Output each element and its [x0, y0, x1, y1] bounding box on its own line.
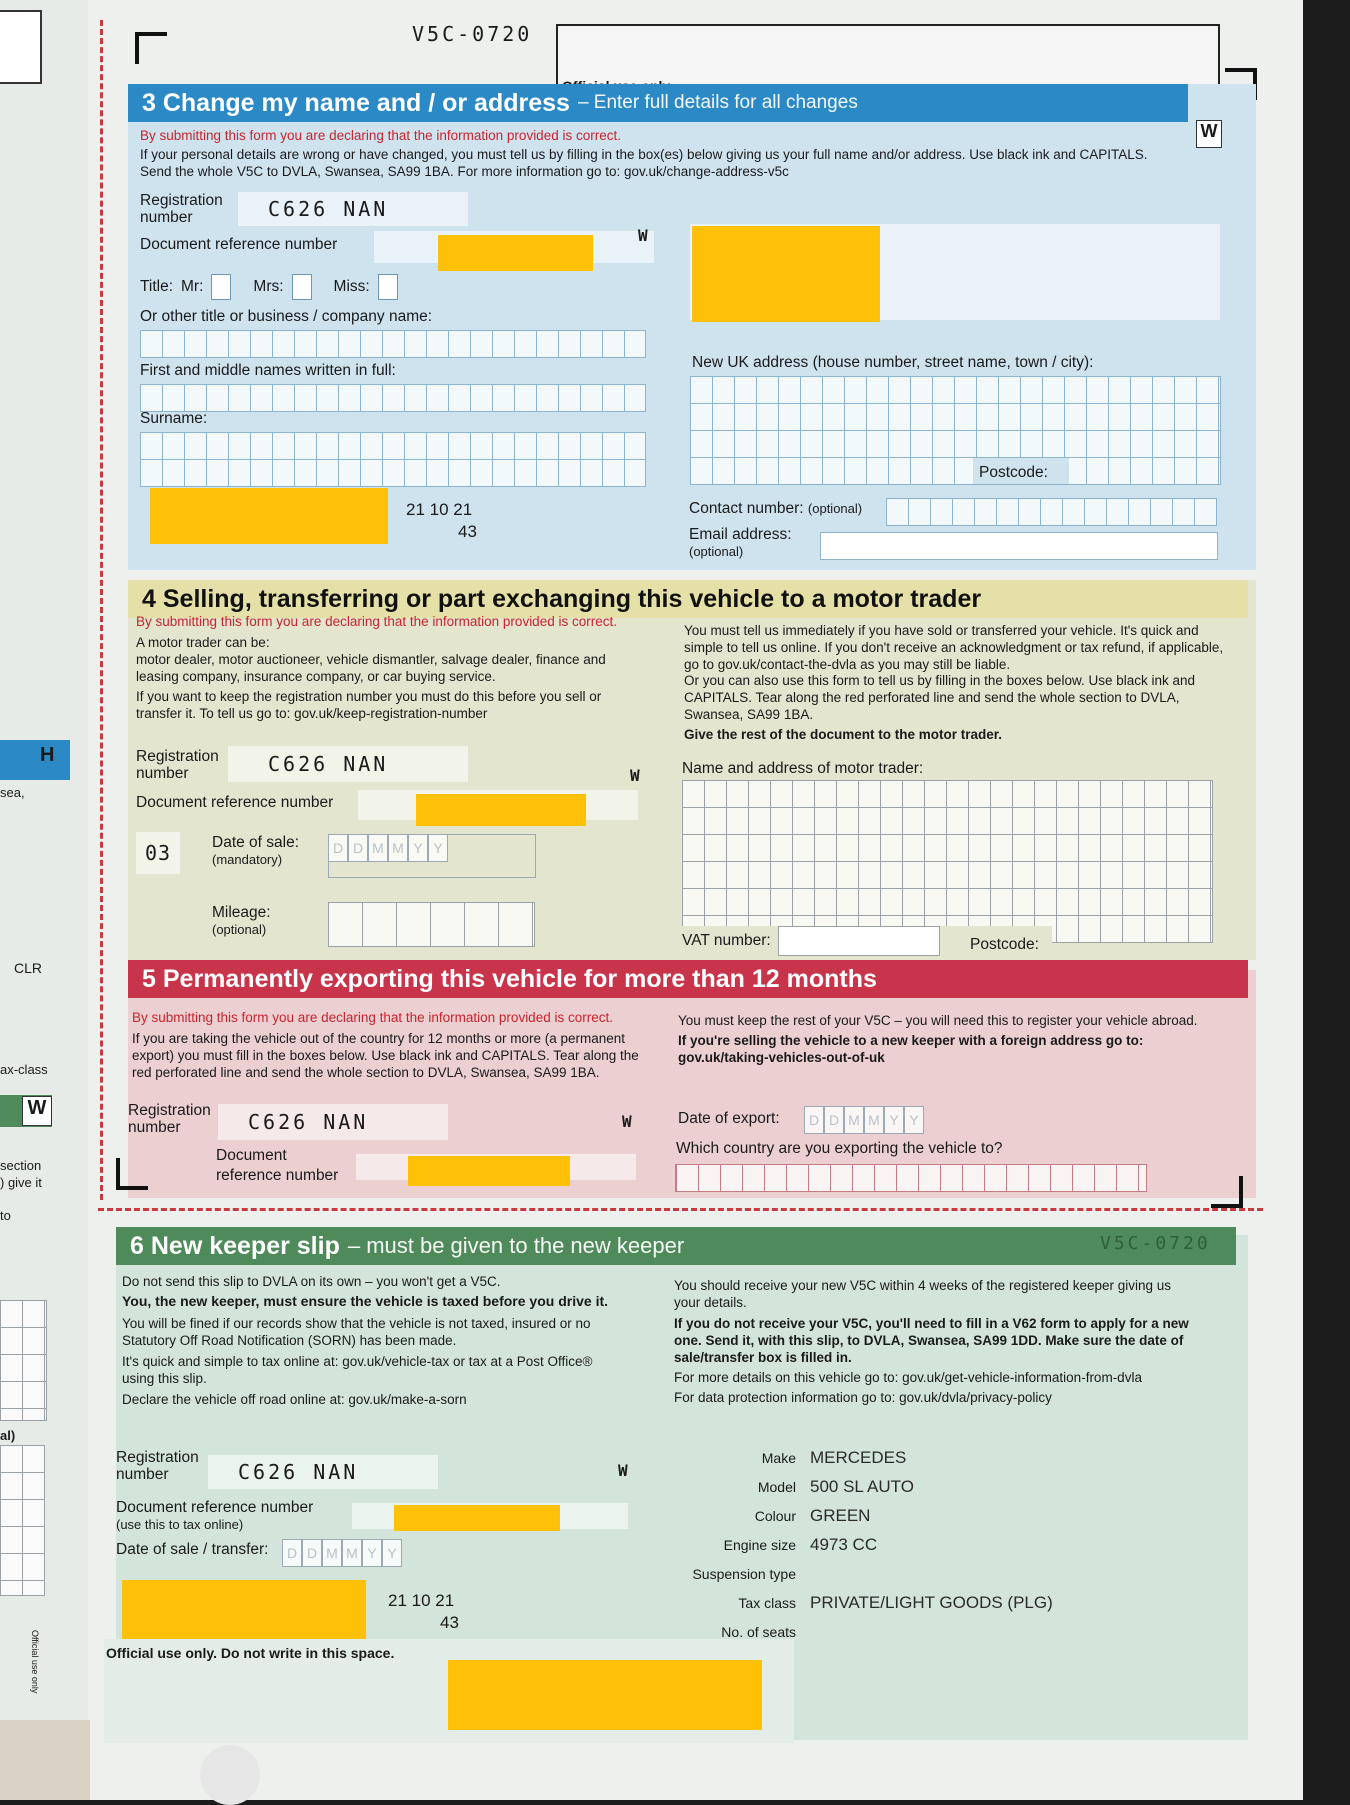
section-number: 5: [142, 964, 156, 993]
left-page-clr: CLR: [14, 960, 43, 976]
vehicle-detail-row: [646, 1501, 1053, 1530]
background-object: [0, 1720, 90, 1800]
postcode-label: Postcode:: [970, 936, 1039, 953]
optional-note: (optional): [807, 501, 863, 516]
redaction-block: [438, 235, 593, 271]
section-5-permanent-export: [128, 964, 1256, 1198]
instruction-text: If you do not receive your V5C, you'll need to fill in a V62 form to apply for a new one. Send it, with this slip, to DVLA, Swansea, SA99 1DD. Make sure the date of sale/transfer box is filled in.: [674, 1316, 1189, 1365]
mr-checkbox[interactable]: [211, 274, 231, 300]
section-3-change-name-address: [128, 84, 1256, 570]
registration-number-field: C626 NAN: [218, 1104, 448, 1140]
redaction-block: [692, 226, 880, 322]
issue-code: 21 10 21: [388, 1591, 455, 1610]
declaration-text: By submitting this form you are declaring that the information provided is correct.: [132, 1010, 613, 1025]
redaction-block: [394, 1505, 560, 1531]
instruction-text: If you're selling the vehicle to a new keeper with a foreign address go to: gov.uk/taking-vehicles-out-of-uk: [678, 1033, 1144, 1065]
left-page-text: al): [0, 1428, 16, 1443]
registration-label: Registration number: [140, 192, 223, 226]
detail-label: Colour: [754, 1507, 796, 1524]
section-4-header: [128, 580, 1248, 618]
mrs-label: Mrs:: [253, 278, 284, 295]
miss-checkbox[interactable]: [378, 274, 398, 300]
vehicle-detail-row: [646, 1443, 1053, 1472]
issue-code-2: 43: [458, 522, 477, 541]
other-title-label: Or other title or business / company name:: [140, 308, 433, 325]
section-subtitle: – must be given to the new keeper: [347, 1233, 685, 1258]
left-adjacent-page: [0, 0, 96, 1800]
instruction-text: It's quick and simple to tax online at: gov.uk/vehicle-tax or tax at a Post Office® using this slip.: [122, 1354, 593, 1386]
vehicle-detail-row: [646, 1530, 1053, 1559]
docref-note: (use this to tax online): [116, 1517, 244, 1532]
new-address-input[interactable]: [690, 376, 1221, 485]
date-sale-frame: [328, 834, 536, 878]
first-names-input[interactable]: [140, 384, 646, 412]
mileage-label: Mileage:: [212, 904, 271, 921]
instruction-text: You will be fined if our records show that the vehicle is not taxed, insured or no Statutory Off Road Notification (SORN) has been made.: [122, 1316, 591, 1348]
w-marker: W: [1196, 120, 1222, 148]
dmy-box[interactable]: Y: [362, 1539, 382, 1567]
left-page-grid: [0, 1445, 45, 1596]
dmy-box[interactable]: D: [328, 834, 348, 862]
corner-mark: [135, 32, 167, 64]
export-country-input[interactable]: [675, 1164, 1147, 1192]
box-code: 03: [136, 832, 180, 874]
optional-note: (optional): [689, 544, 744, 559]
registration-number-field: C626 NAN: [238, 192, 468, 226]
dmy-box[interactable]: D: [804, 1106, 824, 1134]
left-page-text: section: [0, 1158, 42, 1173]
email-label: Email address:: [689, 526, 792, 543]
corner-mark: [116, 1158, 148, 1190]
detail-label: Engine size: [723, 1536, 796, 1553]
dmy-box[interactable]: Y: [382, 1539, 402, 1567]
engine-size-value: 4973 CC: [810, 1534, 878, 1554]
official-use-note: Official use only. Do not write in this space.: [106, 1645, 395, 1661]
section-title: Change my name and / or address: [162, 88, 570, 117]
make-value: MERCEDES: [810, 1447, 907, 1467]
instruction-text: Send the whole V5C to DVLA, Swansea, SA99 1BA. For more information go to: gov.uk/change-address-v5c: [140, 164, 789, 179]
mrs-checkbox[interactable]: [292, 274, 312, 300]
miss-label: Miss:: [333, 278, 370, 295]
section-3-header: [128, 84, 1188, 122]
mileage-input[interactable]: [328, 902, 535, 947]
redaction-block: [408, 1156, 570, 1186]
docref-label: Document reference number: [140, 236, 338, 253]
instruction-text: If you are taking the vehicle out of the country for 12 months or more (a permanent export) you must fill in the boxes below. Use black ink and CAPITALS. Tear along the red perforated line and send the whole section to DVLA, Swansea, SA99 1BA.: [132, 1031, 639, 1080]
date-of-export-input[interactable]: [804, 1106, 924, 1134]
doc-code: V5C-0720: [412, 22, 533, 46]
section-title: Permanently exporting this vehicle for more than 12 months: [162, 964, 877, 993]
instruction-text: Declare the vehicle off road online at: gov.uk/make-a-sorn: [122, 1392, 467, 1407]
tax-class-value: PRIVATE/LIGHT GOODS (PLG): [810, 1592, 1053, 1612]
section-5-header: [128, 960, 1248, 998]
redaction-block: [448, 1660, 762, 1730]
date-of-sale-transfer-input[interactable]: [282, 1539, 402, 1567]
left-page-text: to: [0, 1208, 11, 1223]
optional-note: (optional): [212, 922, 267, 937]
left-page-h: H: [40, 744, 55, 766]
slip-code: V5C-0720: [1100, 1233, 1211, 1254]
vehicle-detail-row: [646, 1472, 1053, 1501]
dmy-box[interactable]: D: [282, 1539, 302, 1567]
registration-label: Registration number: [136, 748, 219, 782]
section-title: Selling, transferring or part exchanging this vehicle to a motor trader: [162, 584, 982, 613]
left-page-text: ax-class: [0, 1062, 48, 1077]
detail-label: Make: [761, 1449, 796, 1466]
title-options: [140, 274, 398, 300]
new-address-label: New UK address (house number, street name, town / city):: [692, 354, 1094, 371]
surname-input[interactable]: [140, 432, 646, 487]
other-title-input[interactable]: [140, 330, 646, 358]
registration-number-field: C626 NAN: [228, 746, 468, 782]
trader-name-label: Name and address of motor trader:: [682, 760, 924, 777]
perforated-line-vertical: [100, 20, 103, 1200]
instruction-text: If your personal details are wrong or have changed, you must tell us by filling in the box(es) below giving us your full name and/or address. Use black ink and CAPITALS.: [140, 147, 1148, 162]
dmy-box[interactable]: M: [368, 834, 388, 862]
dmy-box[interactable]: M: [388, 834, 408, 862]
contact-label: [689, 500, 862, 518]
redaction-block: [416, 794, 586, 826]
email-input[interactable]: [820, 532, 1218, 560]
postcode-label: Postcode:: [979, 464, 1048, 481]
vehicle-details: [646, 1443, 1053, 1646]
vat-label: VAT number:: [682, 932, 771, 949]
model-value: 500 SL AUTO: [810, 1476, 914, 1496]
title-label: Title:: [140, 278, 174, 295]
left-page-w: W: [22, 1096, 52, 1126]
detail-label: Model: [757, 1478, 796, 1495]
dmy-box[interactable]: M: [342, 1539, 362, 1567]
dmy-box[interactable]: Y: [884, 1106, 904, 1134]
contact-label-text: Contact number:: [689, 500, 804, 517]
vehicle-detail-row: [646, 1617, 1053, 1646]
dmy-box[interactable]: Y: [428, 834, 448, 862]
detail-label: Tax class: [738, 1594, 796, 1611]
trader-list: motor dealer, motor auctioneer, vehicle dismantler, salvage dealer, finance and leasing company, insurance company, or car buying service.: [136, 652, 606, 684]
instruction-text: You, the new keeper, must ensure the vehicle is taxed before you drive it.: [122, 1293, 609, 1309]
keep-registration-text: If you want to keep the registration number you must do this before you sell or transfer it. To tell us go to: gov.uk/keep-registration-number: [136, 689, 602, 721]
perforated-line-horizontal: [98, 1208, 1263, 1211]
w-marker: W: [618, 1461, 628, 1480]
background-object: [200, 1745, 260, 1805]
left-page-text: ) give it: [0, 1175, 42, 1190]
left-page-grid: [0, 1300, 47, 1421]
mr-label: Mr:: [181, 278, 204, 295]
instruction-text: For more details on this vehicle go to: gov.uk/get-vehicle-information-from-dvla: [674, 1370, 1142, 1385]
section-number: 6: [130, 1231, 144, 1260]
issue-code-2: 43: [440, 1613, 459, 1632]
redaction-block: [122, 1580, 366, 1642]
docref-label: Document reference number: [216, 1147, 339, 1184]
instruction-text: Or you can also use this form to tell us by filling in the boxes below. Use black ink and CAPITALS. Tear along the red perforated line and send the whole section to DVLA, Swansea, SA99 1BA.: [684, 673, 1196, 722]
surname-label: Surname:: [140, 410, 208, 427]
detail-label: No. of seats: [721, 1623, 796, 1640]
instruction-text: You should receive your new V5C within 4 weeks of the registered keeper giving us your details.: [674, 1278, 1172, 1310]
vat-number-input[interactable]: [778, 926, 940, 956]
trader-name-input[interactable]: [682, 780, 1213, 943]
issue-code: 21 10 21: [406, 500, 473, 519]
instruction-text: Do not send this slip to DVLA on its own – you won't get a V5C.: [122, 1274, 501, 1289]
section-number: 3: [142, 88, 156, 117]
dmy-box[interactable]: M: [322, 1539, 342, 1567]
dmy-box[interactable]: M: [844, 1106, 864, 1134]
left-page-blue-band: [0, 740, 70, 780]
w-marker: W: [638, 226, 648, 245]
left-page-official: Official use only: [30, 1630, 40, 1694]
colour-value: GREEN: [810, 1505, 871, 1525]
left-page-text: sea,: [0, 785, 25, 800]
country-label: Which country are you exporting the vehicle to?: [676, 1140, 1003, 1157]
dmy-box[interactable]: D: [824, 1106, 844, 1134]
trader-intro: A motor trader can be:: [136, 635, 270, 650]
declaration-text: By submitting this form you are declaring that the information provided is correct.: [140, 128, 621, 143]
vehicle-detail-row: [646, 1559, 1053, 1588]
instruction-text: Give the rest of the document to the motor trader.: [684, 727, 1003, 742]
first-names-label: First and middle names written in full:: [140, 362, 396, 379]
registration-number-field: C626 NAN: [208, 1455, 438, 1489]
registration-label: Registration number: [128, 1102, 211, 1136]
registration-label: Registration number: [116, 1449, 199, 1483]
declaration-text: By submitting this form you are declaring that the information provided is correct.: [136, 614, 617, 629]
section-number: 4: [142, 584, 156, 613]
section-title: New keeper slip: [150, 1231, 340, 1260]
corner-mark: [1211, 1176, 1243, 1208]
date-sale-label: Date of sale:: [212, 834, 300, 851]
docref-label: Document reference number: [136, 794, 334, 811]
date-export-label: Date of export:: [678, 1110, 780, 1127]
section-4-selling-to-trader: [128, 580, 1256, 960]
instruction-text: You must tell us immediately if you have sold or transferred your vehicle. It's quick and simple to tell us online. If you don't receive an acknowledgment or tax refund, if applicable, go to gov.uk/contact-the-dvla as you may still be liable.: [684, 623, 1224, 672]
detail-label: Suspension type: [692, 1565, 796, 1582]
w-marker: W: [622, 1112, 632, 1131]
redaction-block: [150, 488, 388, 544]
dmy-box[interactable]: M: [864, 1106, 884, 1134]
mandatory-note: (mandatory): [212, 852, 283, 867]
section-6-header: [116, 1227, 1236, 1265]
docref-label: Document reference number: [116, 1499, 314, 1516]
section-6-new-keeper-slip: [106, 1231, 1248, 1740]
w-marker: W: [630, 766, 640, 785]
section-subtitle: – Enter full details for all changes: [577, 92, 858, 113]
dmy-box[interactable]: D: [348, 834, 368, 862]
instruction-text: For data protection information go to: gov.uk/dvla/privacy-policy: [674, 1390, 1052, 1405]
vehicle-detail-row: [646, 1588, 1053, 1617]
instruction-text: You must keep the rest of your V5C – you will need this to register your vehicle abroad.: [678, 1013, 1198, 1028]
left-page-box: [0, 10, 42, 84]
dmy-box[interactable]: Y: [904, 1106, 924, 1134]
dmy-box[interactable]: D: [302, 1539, 322, 1567]
contact-number-input[interactable]: [886, 498, 1217, 526]
dmy-box[interactable]: Y: [408, 834, 428, 862]
date-sale-transfer-label: Date of sale / transfer:: [116, 1541, 269, 1558]
